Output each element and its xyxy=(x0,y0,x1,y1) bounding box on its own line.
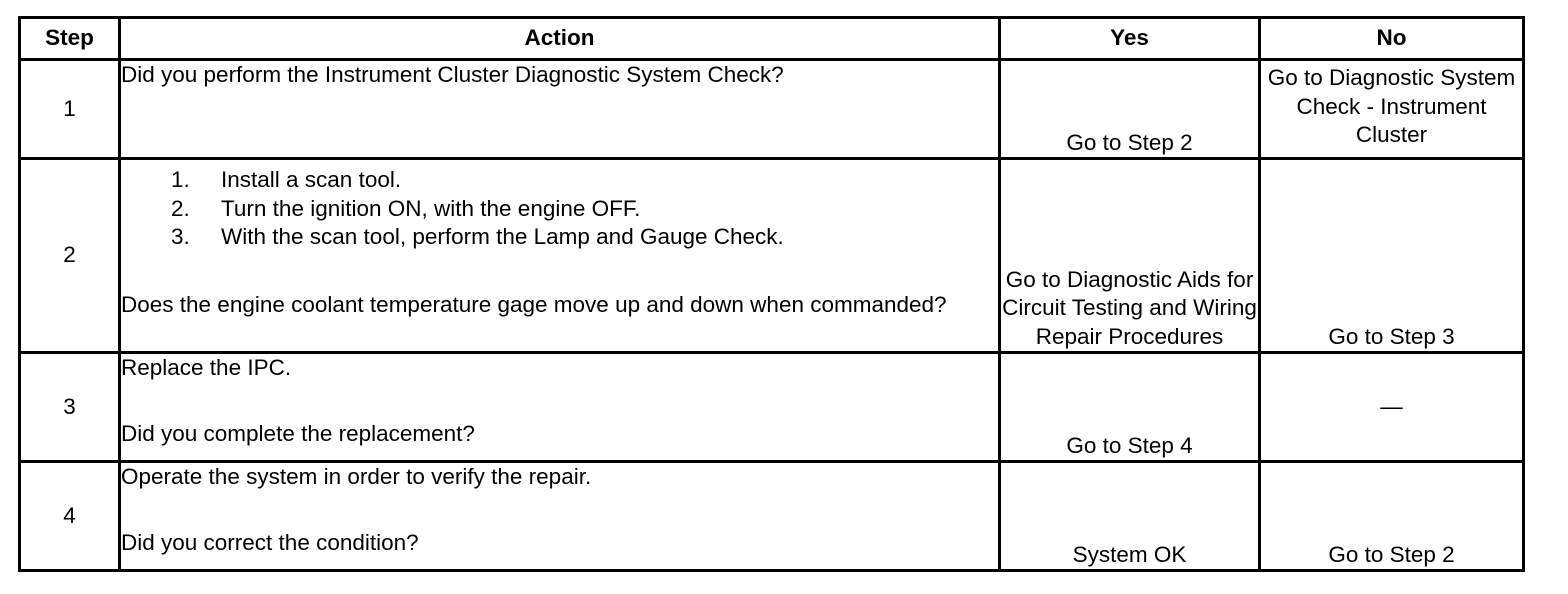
action-question: Did you correct the condition? xyxy=(121,529,419,555)
list-item xyxy=(171,166,998,195)
header-row xyxy=(20,18,1524,60)
yes-result: Go to Step 2 xyxy=(1000,60,1260,159)
list-item-text: Install a scan tool. xyxy=(221,167,402,192)
list-item-text: With the scan tool, perform the Lamp and Gauge Check. xyxy=(221,224,784,249)
list-item-number: 2. xyxy=(171,195,190,221)
action-question: Does the engine coolant temperature gage move up and down when commanded? xyxy=(121,291,947,317)
step-number: 1 xyxy=(20,60,120,159)
list-item-number: 1. xyxy=(171,167,190,192)
list-item-text: Turn the ignition ON, with the engine OFF. xyxy=(221,195,641,221)
header-step: Step xyxy=(20,18,120,60)
step-number: 4 xyxy=(20,462,120,571)
action-text: Did you perform the Instrument Cluster Diagnostic System Check? xyxy=(120,60,1000,159)
action-cell xyxy=(120,353,1000,462)
step-number: 3 xyxy=(20,353,120,462)
table-row xyxy=(20,60,1524,159)
table-row xyxy=(20,159,1524,353)
header-no: No xyxy=(1260,18,1524,60)
no-result: Go to Step 3 xyxy=(1260,159,1524,353)
action-question: Did you complete the replacement? xyxy=(121,420,475,446)
step-number: 2 xyxy=(20,159,120,353)
action-text: Replace the IPC. xyxy=(121,355,292,380)
no-result: Go to Step 2 xyxy=(1260,462,1524,571)
yes-result: Go to Step 4 xyxy=(1000,353,1260,462)
no-result: Go to Diagnostic System Check - Instrument Cluster xyxy=(1260,60,1524,159)
list-item xyxy=(171,195,998,224)
action-cell xyxy=(120,159,1000,353)
instruction-list xyxy=(121,166,998,252)
table-row xyxy=(20,353,1524,462)
yes-result: Go to Diagnostic Aids for Circuit Testing and Wiring Repair Procedures xyxy=(1000,159,1260,353)
table-row xyxy=(20,462,1524,571)
diagnostic-table xyxy=(18,16,1525,572)
yes-result: System OK xyxy=(1000,462,1260,571)
no-result: — xyxy=(1260,353,1524,462)
action-text: Operate the system in order to verify the repair. xyxy=(121,464,592,489)
action-cell xyxy=(120,462,1000,571)
list-item xyxy=(171,223,998,252)
list-item-number: 3. xyxy=(171,224,190,249)
header-action: Action xyxy=(120,18,1000,60)
header-yes: Yes xyxy=(1000,18,1260,60)
